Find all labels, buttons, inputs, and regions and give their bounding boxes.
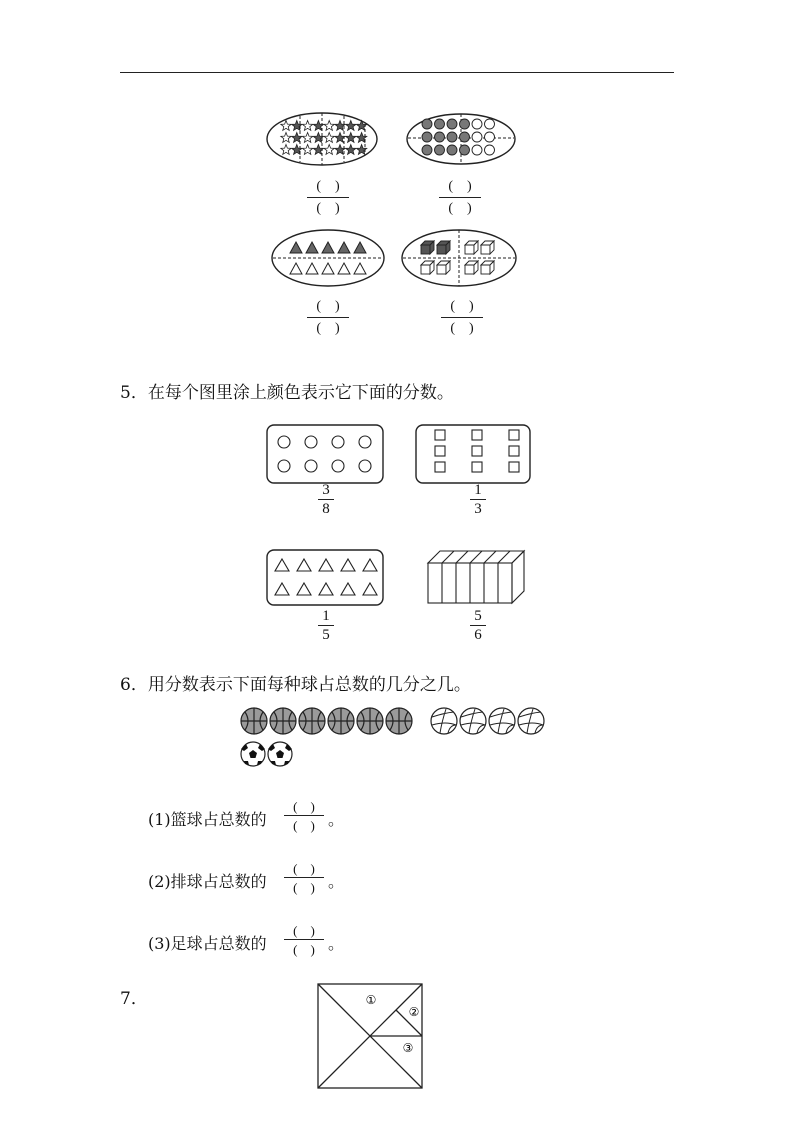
volleyball-icon xyxy=(489,708,515,734)
star-icon xyxy=(281,121,291,131)
q6-balls xyxy=(236,704,566,774)
basketball-icon xyxy=(270,708,296,734)
basketball-icon xyxy=(357,708,383,734)
triangle-icon xyxy=(297,559,311,571)
circle-icon xyxy=(332,460,344,472)
circle-icon xyxy=(332,436,344,448)
q5-fraction-1: 3 8 xyxy=(314,482,338,517)
q5-fraction-3: 1 5 xyxy=(314,608,338,643)
circle-dot-icon xyxy=(435,145,445,155)
triangle-icon xyxy=(338,263,350,274)
square-icon xyxy=(509,446,519,456)
q7-label-1: ① xyxy=(365,993,377,1007)
q7-label-2: ② xyxy=(408,1005,420,1019)
soccer-ball-icons xyxy=(241,742,292,766)
square-icon xyxy=(472,430,482,440)
q6-blank-2[interactable]: ( ) ( ) 。 xyxy=(282,859,326,899)
star-icon xyxy=(324,145,334,155)
star-icon xyxy=(281,133,291,143)
volleyball-icon xyxy=(518,708,544,734)
ellipse-circles xyxy=(407,114,515,164)
triangle-icon xyxy=(306,263,318,274)
q5-fraction-4: 5 6 xyxy=(466,608,490,643)
q5-figures[interactable] xyxy=(262,420,532,610)
square-icon xyxy=(472,462,482,472)
top-rule xyxy=(120,72,674,73)
box-triangles[interactable] xyxy=(267,550,383,605)
triangle-icon xyxy=(322,263,334,274)
triangle-icon xyxy=(290,242,302,253)
basketball-icon xyxy=(241,708,267,734)
square-icon xyxy=(435,446,445,456)
ellipse-cubes xyxy=(402,230,516,286)
star-icon xyxy=(302,145,312,155)
triangle-icon xyxy=(275,583,289,595)
triangle-icon xyxy=(338,242,350,253)
circle-dot-icon xyxy=(460,132,470,142)
q6-blank-1[interactable]: ( ) ( ) 。 xyxy=(282,797,326,837)
q4-blank-4[interactable]: ( ) ( ) xyxy=(438,298,486,338)
q7-label-3: ③ xyxy=(402,1041,414,1055)
circle-dot-icon xyxy=(485,119,495,129)
star-icon xyxy=(324,121,334,131)
ellipse-stars xyxy=(267,113,377,165)
circle-dot-icon xyxy=(422,119,432,129)
stars-icon xyxy=(281,121,367,155)
triangle-icon xyxy=(341,559,355,571)
circle-dot-icon xyxy=(422,145,432,155)
square-icon xyxy=(472,446,482,456)
star-icon xyxy=(346,145,356,155)
circle-dot-icon xyxy=(447,119,457,129)
triangle-icon xyxy=(363,583,377,595)
volleyball-icon xyxy=(431,708,457,734)
basketball-icons xyxy=(241,708,412,734)
q6-title: 6．用分数表示下面每种球占总数的几分之几。 xyxy=(120,675,471,695)
basketball-icon xyxy=(299,708,325,734)
square-icon xyxy=(435,462,445,472)
triangle-icon xyxy=(290,263,302,274)
circle-dot-icon xyxy=(472,145,482,155)
q4-blank-3[interactable]: ( ) ( ) xyxy=(304,298,352,338)
soccer-ball-icon xyxy=(241,742,265,766)
star-icon xyxy=(346,133,356,143)
triangle-icon xyxy=(297,583,311,595)
circle-icon xyxy=(305,460,317,472)
triangle-icon xyxy=(306,242,318,253)
q7-square-figure xyxy=(316,982,426,1092)
box-squares[interactable] xyxy=(416,425,530,483)
q5-title: 5．在每个图里涂上颜色表示它下面的分数。 xyxy=(120,383,454,403)
triangle-icon xyxy=(363,559,377,571)
volleyball-icon xyxy=(460,708,486,734)
circle-dots-icon xyxy=(422,119,495,155)
volleyball-icons xyxy=(431,708,544,734)
star-icon xyxy=(346,121,356,131)
triangle-icon xyxy=(275,559,289,571)
q6-blank-3[interactable]: ( ) ( ) 。 xyxy=(282,921,326,961)
star-icon xyxy=(302,133,312,143)
circle-dot-icon xyxy=(447,145,457,155)
prism-six-parts[interactable] xyxy=(428,551,524,603)
q7-number: 7． xyxy=(120,989,148,1009)
q4-blank-2[interactable]: ( ) ( ) xyxy=(436,178,484,218)
ellipse-triangles xyxy=(272,230,384,286)
box-circles[interactable] xyxy=(267,425,383,483)
star-icon xyxy=(302,121,312,131)
circle-dot-icon xyxy=(472,119,482,129)
circle-dot-icon xyxy=(435,132,445,142)
circle-icons xyxy=(278,436,371,472)
circle-dot-icon xyxy=(447,132,457,142)
square-icon xyxy=(435,430,445,440)
triangle-icon xyxy=(341,583,355,595)
star-icon xyxy=(281,145,291,155)
basketball-icon xyxy=(328,708,354,734)
circle-dot-icon xyxy=(472,132,482,142)
circle-icon xyxy=(359,436,371,448)
star-icon xyxy=(324,133,334,143)
circle-dot-icon xyxy=(460,145,470,155)
triangle-icon xyxy=(354,242,366,253)
triangle-icons xyxy=(275,559,377,595)
square-icon xyxy=(509,462,519,472)
star-icon xyxy=(356,121,366,131)
soccer-ball-icon xyxy=(268,742,292,766)
q4-blank-1[interactable]: ( ) ( ) xyxy=(304,178,352,218)
triangle-icon xyxy=(319,559,333,571)
circle-dot-icon xyxy=(485,132,495,142)
circle-icon xyxy=(278,460,290,472)
basketball-icon xyxy=(386,708,412,734)
circle-icon xyxy=(359,460,371,472)
triangle-icon xyxy=(354,263,366,274)
circle-icon xyxy=(278,436,290,448)
square-icon xyxy=(509,430,519,440)
q5-fraction-2: 1 3 xyxy=(466,482,490,517)
circle-icon xyxy=(305,436,317,448)
triangle-icon xyxy=(322,242,334,253)
circle-dot-icon xyxy=(422,132,432,142)
circle-dot-icon xyxy=(485,145,495,155)
square-icons xyxy=(435,430,519,472)
circle-dot-icon xyxy=(460,119,470,129)
triangle-icon xyxy=(319,583,333,595)
circle-dot-icon xyxy=(435,119,445,129)
